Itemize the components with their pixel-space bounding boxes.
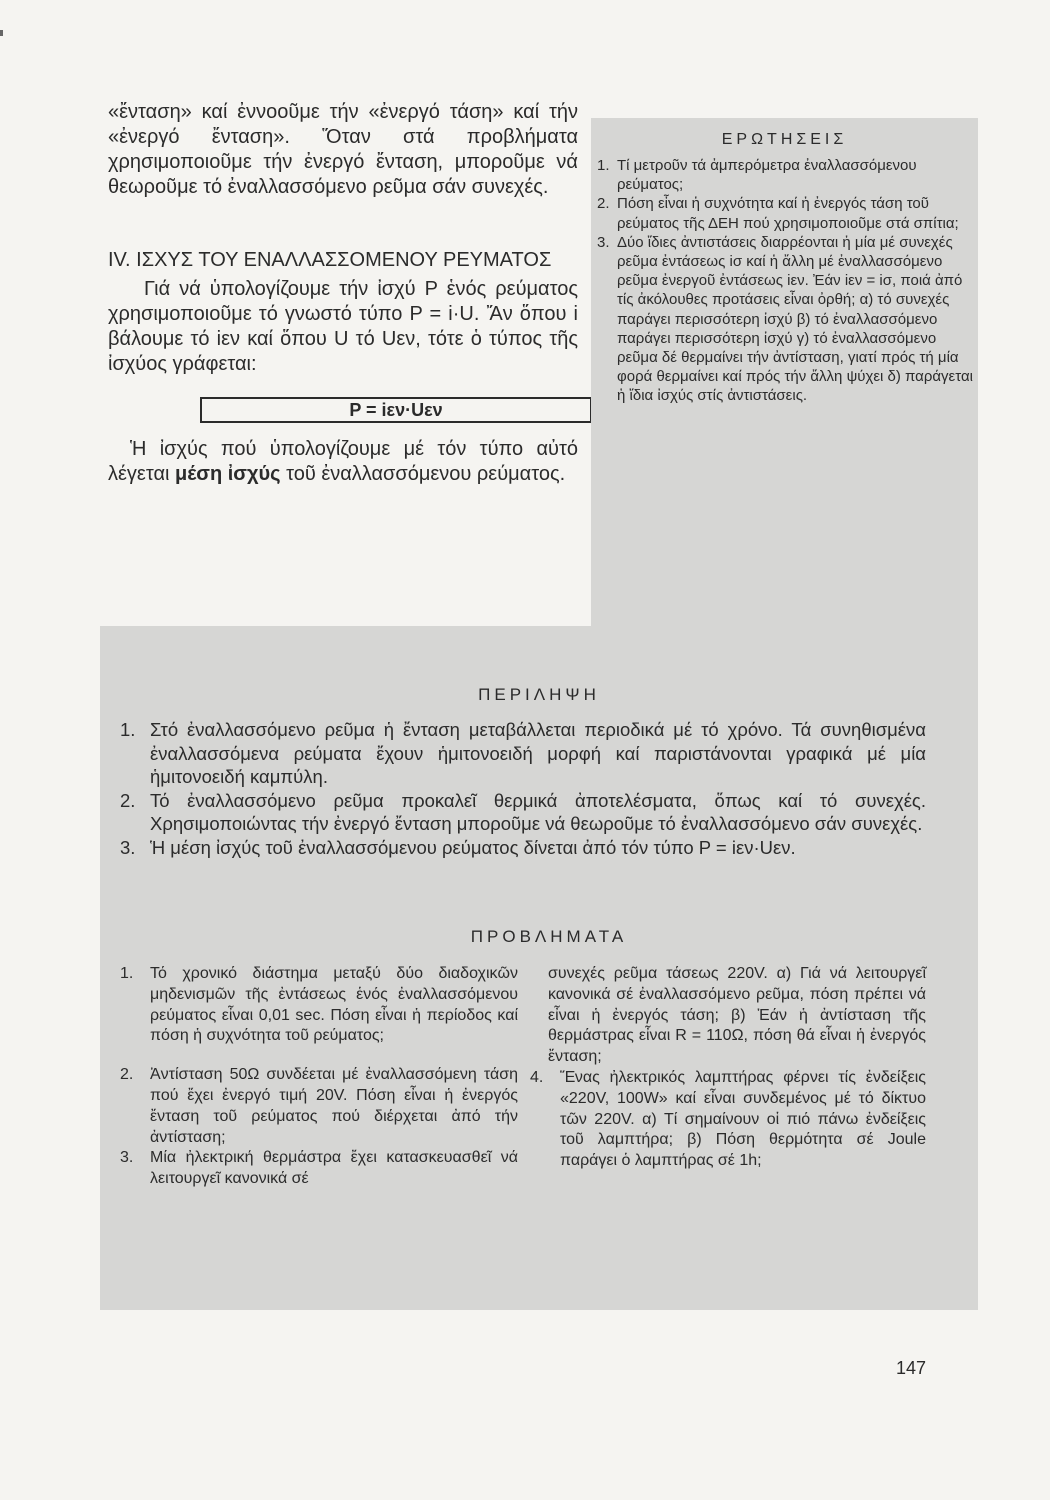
problem-item [530,1068,926,1172]
problem-text: Τό χρονικό διάστημα μεταξύ δύο διαδοχικῶν μηδενισμῶν τῆς ἐντάσεως ἑνός ἐναλλασσόμενου ρεύματος εἶναι 0,01 sec. Πόση εἶναι ἡ περίοδος καί πόση ἡ συχνότητα τοῦ ρεύματος; [150,965,518,1045]
problem-number: 1. [120,965,134,982]
problems-column-right [530,964,926,1172]
question-item [591,233,978,406]
question-text: Πόση εἶναι ἡ συχνότητα καί ἡ ἐνεργός τάση τοῦ ρεύματος τῆς ΔΕΗ πού χρησιμοποιοῦμε στά σπίτια; [617,195,959,232]
problem-number: 4. [530,1068,544,1086]
problems-column-left [120,964,518,1190]
problem-number: 3. [120,1149,134,1167]
problem-text: Ἀντίσταση 50Ω συνδέεται μέ ἐναλλασσόμενη τάση πού ἔχει ἐνεργό τιμή 20V. Πόση εἶναι ἡ ἐνεργός ἔνταση τοῦ ρεύματος πού διέρχεται ἀπό τήν ἀντίσταση; [150,1066,518,1146]
summary-text: Ἡ μέση ἰσχύς τοῦ ἐναλλασσόμενου ρεύματος δίνεται ἀπό τόν τύπο P = iεν·Uεν. [150,836,796,858]
problem-text: Ἕνας ἠλεκτρικός λαμπτήρας φέρνει τίς ἐνδείξεις «220V, 100W» καί εἶναι συνδεμένος μέ τό δίκτυο τῶν 220V. α) Τί σημαίνουν οἱ πιό πάνω ἐνδείξεις τοῦ λαμπτήρα; β) Πόση θερμότητα σέ Joule παράγει ὁ λαμπτήρας σέ 1h; [560,1068,926,1170]
question-number: 1. [597,157,610,174]
problem-text: Μία ἠλεκτρική θερμάστρα ἔχει κατασκευασθεῖ νά λειτουργεῖ κανονικά σέ [150,1149,518,1188]
problem-item-continued [530,964,926,1068]
summary-text: Τό ἐναλλασσόμενο ρεῦμα προκαλεῖ θερμικά ἀποτελέσματα, ὅπως καί τό συνεχές. Χρησιμοποιώντας τήν ἐνεργό ἔνταση μποροῦμε νά θεωροῦμε τό ἐναλλασσόμενο σάν συνεχές. [150,789,926,834]
question-number: 3. [597,233,610,251]
question-number: 2. [597,195,610,213]
intro-paragraph: «ἔνταση» καί ἐννοοῦμε τήν «ἐνεργό τάση» καί τήν «ἐνεργό ἔνταση». Ὅταν στά προβλήματα χρησιμοποιοῦμε τήν ἐνεργό ἔνταση, μποροῦμε νά θεωροῦμε τό ἐναλλασσόμενο ρεῦμα σάν συνεχές. [108,101,578,198]
summary-problems-box [100,626,978,1310]
main-text-column [108,100,578,487]
power-paragraph: Γιά νά ὑπολογίζουμε τήν ἰσχύ P ἑνός ρεύματος χρησιμοποιοῦμε τό γνωστό τύπο P = i·U. Ἄν ὅπου i βάλουμε τό iεν καί ὅπου U τό Uεν, τότε ὁ τύπος τῆς ἰσχύος γράφεται: [108,278,578,375]
question-text: Τί μετροῦν τά ἀμπερόμετρα ἐναλλασσόμενου ρεύματος; [617,157,917,194]
scan-edge-mark [0,30,3,36]
questions-title: ΕΡΩΤΗΣΕΙΣ [721,131,848,148]
problem-item [120,964,518,1047]
summary-number: 3. [120,836,136,858]
problems-title: ΠΡΟΒΛΗΜΑΤΑ [470,927,628,946]
summary-text: Στό ἐναλλασσόμενο ρεῦμα ἡ ἔνταση μεταβάλλεται περιοδικά μέ τό χρόνο. Τά συνηθισμένα ἐναλλασσόμενα ρεύματα ἔχουν ἡμιτονοειδή μορφή καί παριστάνονται γραφικά μέ μία ἡμιτονοειδή καμπύλη. [150,719,926,787]
summary-list [120,718,926,859]
summary-number: 1. [120,719,136,740]
questions-list [591,156,978,406]
mean-text-end: τοῦ ἐναλλασσόμενου ρεύματος. [280,463,566,485]
problem-item [120,1148,518,1190]
mean-power-term: μέση ἰσχύς [175,463,281,485]
question-item [591,156,978,194]
mean-text-start: Ἡ ἰσχύς πού ὑπολογίζουμε μέ τόν τύπο αὐτό λέγεται [108,438,578,485]
summary-item [120,718,926,789]
problem-number: 2. [120,1066,134,1084]
section-heading: IV. ΙΣΧΥΣ ΤΟΥ ΕΝΑΛΛΑΣΣΟΜΕΝΟΥ ΡΕΥΜΑΤΟΣ [108,249,552,271]
problem-item [120,1065,518,1148]
question-item [591,194,978,232]
page-number: 147 [896,1358,927,1378]
summary-item [120,836,926,860]
summary-item [120,789,926,836]
summary-title: ΠΕΡΙΛΗΨΗ [478,685,600,704]
formula-box: P = iεν·Uεν [200,397,592,423]
summary-number: 2. [120,789,136,811]
problem-text: συνεχές ρεῦμα τάσεως 220V. α) Γιά νά λειτουργεῖ κανονικά σέ ἐναλλασσόμενο ρεῦμα, πόση πρέπει νά εἶναι ἡ ἐνεργός τάση; β) Ἐάν ἡ ἀντίσταση τῆς θερμάστρας εἶναι R = 110Ω, πόση θά εἶναι ἡ ἐνεργός ἔνταση; [548,965,926,1066]
question-text: Δύο ἴδιες ἀντιστάσεις διαρρέονται ἡ μία μέ συνεχές ρεῦμα ἐντάσεως iσ καί ἡ ἄλλη μέ ἐναλλασσόμενο ρεῦμα ἐνεργοῦ ἐντάσεως iεν. Ἐάν iεν = iσ, ποιά ἀπό τίς ἀκόλουθες προτάσεις εἶναι ὀρθή; α) τό συνεχές παράγει περισσότερη ἰσχύ β) τό ἐναλλασσόμενο παράγει περισσότερη ἰσχύ γ) τό ἐναλλασσόμενο ρεῦμα δέ θερμαίνει τήν ἀντίσταση, γιατί πρός τή μία φορά θερμαίνει καί πρός τήν ἄλλη ψύχει δ) παράγεται ἡ ἴδια ἰσχύς στίς ἀντιστάσεις. [617,233,973,405]
questions-box [591,118,978,630]
mean-power-paragraph [108,437,578,487]
